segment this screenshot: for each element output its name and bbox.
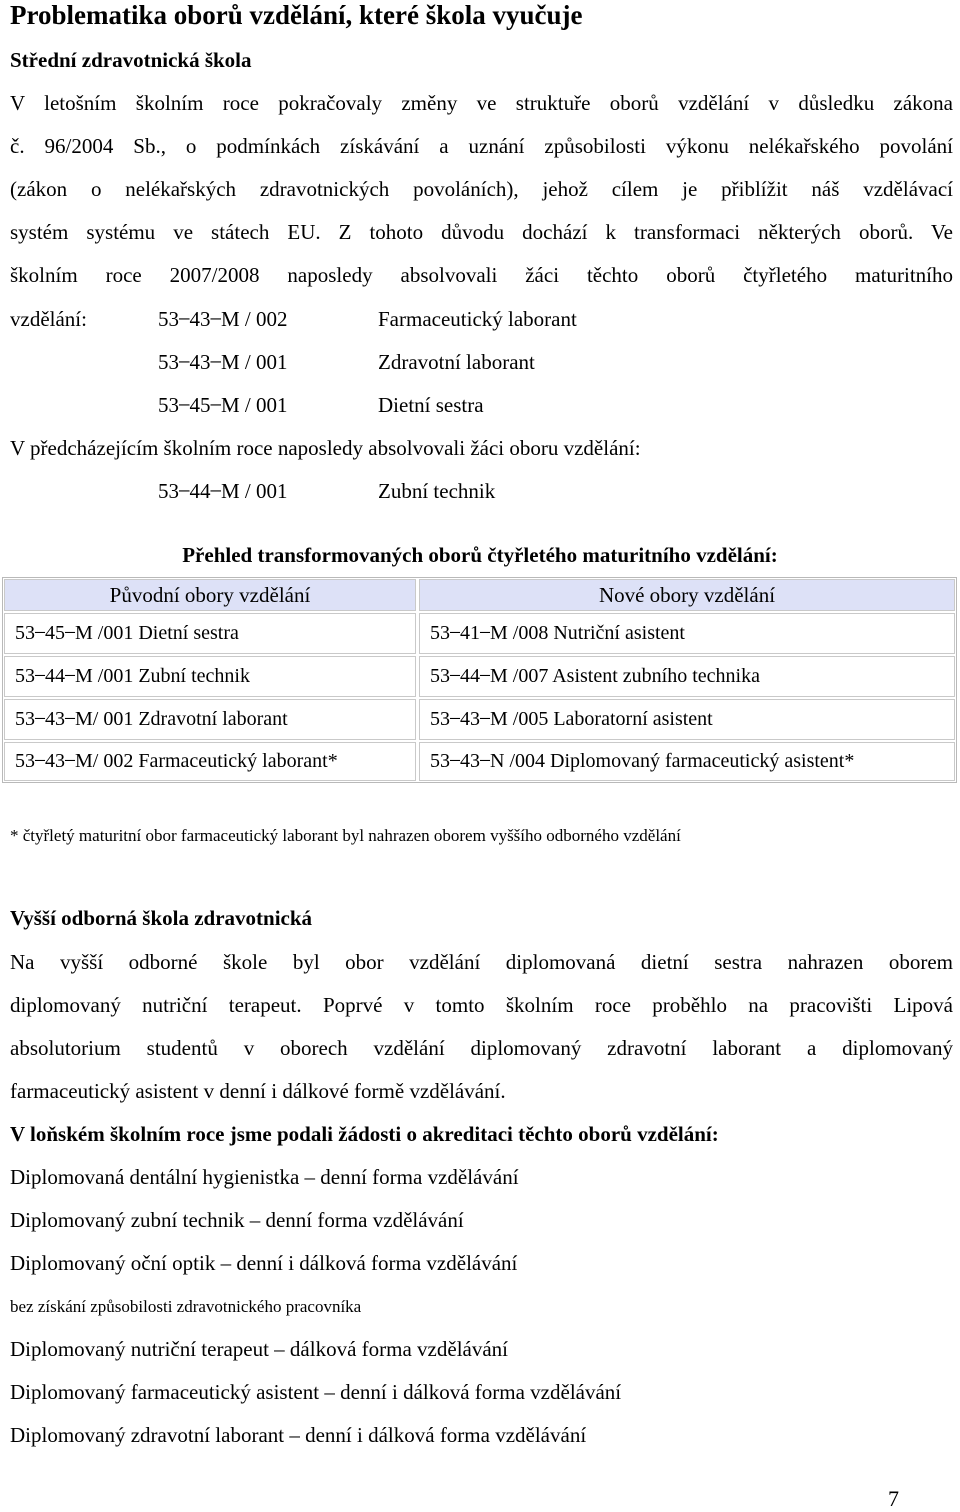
- page-number: 7: [888, 1486, 899, 1511]
- table-cell-new: 53 ̶ 41 ̶ M /008 Nutriční asistent: [419, 613, 955, 654]
- paragraph-line: diplomovaný nutriční terapeut. Poprvé v tomto školním roce proběhlo na pracovišti Lipová: [10, 993, 953, 1017]
- page-title: Problematika oborů vzdělání, které škola vyučuje: [10, 0, 583, 30]
- paragraph-line: absolutorium studentů v oborech vzdělání diplomovaný zdravotní laborant a diplomovaný: [10, 1036, 953, 1060]
- field-code: 53 ̶ 43 ̶ M / 002: [158, 307, 288, 331]
- paragraph-line: č. 96/2004 Sb., o podmínkách získávání a uznání způsobilosti výkonu nelékařského povolání: [10, 134, 953, 158]
- accreditation-item: Diplomovaný zdravotní laborant – denní i dálková forma vzdělávání: [10, 1423, 587, 1447]
- accreditation-item: Diplomovaná dentální hygienistka – denní forma vzdělávání: [10, 1165, 519, 1189]
- table-header-original: Původní obory vzdělání: [4, 579, 416, 611]
- paragraph-line: Na vyšší odborné škole byl obor vzdělání diplomovaná dietní sestra nahrazen oborem: [10, 950, 953, 974]
- table-header-new: Nové obory vzdělání: [419, 579, 955, 611]
- field-name: Dietní sestra: [378, 393, 484, 417]
- field-name: Zdravotní laborant: [378, 350, 535, 374]
- table-title: Přehled transformovaných oborů čtyřletého maturitního vzdělání:: [182, 543, 778, 567]
- field-name: Zubní technik: [378, 479, 496, 503]
- szs-paragraph: [10, 82, 953, 297]
- paragraph-line: systém systému ve státech EU. Z tohoto důvodu dochází k transformaci některých oborů. Ve: [10, 220, 953, 244]
- accreditation-item: Diplomovaný oční optik – denní i dálková forma vzdělávání: [10, 1251, 518, 1275]
- field-code: 53 ̶ 44 ̶ M / 001: [158, 479, 288, 503]
- field-name: Farmaceutický laborant: [378, 307, 577, 331]
- table-cell-original: 53 ̶ 43 ̶ M/ 001 Zdravotní laborant: [4, 699, 416, 740]
- section-heading-szs: Střední zdravotnická škola: [10, 48, 252, 72]
- table-footnote: * čtyřletý maturitní obor farmaceutický laborant byl nahrazen oborem vyššího odborného vzdělání: [10, 826, 681, 845]
- paragraph-line: (zákon o nelékařských zdravotnických povoláních), jehož cílem je přiblížit náš vzdělávací: [10, 177, 953, 201]
- accreditation-item: Diplomovaný nutriční terapeut – dálková forma vzdělávání: [10, 1337, 509, 1361]
- paragraph-line: V letošním školním roce pokračovaly změny ve struktuře oborů vzdělání v důsledku zákona: [10, 91, 953, 115]
- table-cell-new: 53 ̶ 43 ̶ M /005 Laboratorní asistent: [419, 699, 955, 740]
- prev-year-text: V předcházejícím školním roce naposledy absolvovali žáci oboru vzdělání:: [10, 436, 641, 460]
- section-heading-vos: Vyšší odborná škola zdravotnická: [10, 906, 313, 930]
- accreditation-item: Diplomovaný zubní technik – denní forma vzdělávání: [10, 1208, 464, 1232]
- accreditation-subnote: bez získání způsobilosti zdravotnického pracovníka: [10, 1297, 362, 1316]
- table-cell-original: 53 ̶ 45 ̶ M /001 Dietní sestra: [4, 613, 416, 654]
- paragraph-line: farmaceutický asistent v denní i dálkové formě vzdělávání.: [10, 1079, 506, 1103]
- table-cell-original: 53 ̶ 44 ̶ M /001 Zubní technik: [4, 656, 416, 697]
- accreditation-heading: V loňském školním roce jsme podali žádosti o akreditaci těchto oborů vzdělání:: [10, 1122, 719, 1146]
- table-cell-new: 53 ̶ 44 ̶ M /007 Asistent zubního technika: [419, 656, 955, 697]
- field-code: 53 ̶ 43 ̶ M / 001: [158, 350, 288, 374]
- table-cell-new: 53 ̶ 43 ̶ N /004 Diplomovaný farmaceutický asistent*: [419, 742, 955, 781]
- field-code: 53 ̶ 45 ̶ M / 001: [158, 393, 288, 417]
- accreditation-item: Diplomovaný farmaceutický asistent – denní i dálková forma vzdělávání: [10, 1380, 622, 1404]
- field-list-label: vzdělání:: [10, 307, 87, 331]
- vos-paragraph: [10, 941, 953, 1113]
- table-cell-original: 53 ̶ 43 ̶ M/ 002 Farmaceutický laborant*: [4, 742, 416, 781]
- paragraph-line: školním roce 2007/2008 naposledy absolvovali žáci těchto oborů čtyřletého maturitního: [10, 263, 953, 287]
